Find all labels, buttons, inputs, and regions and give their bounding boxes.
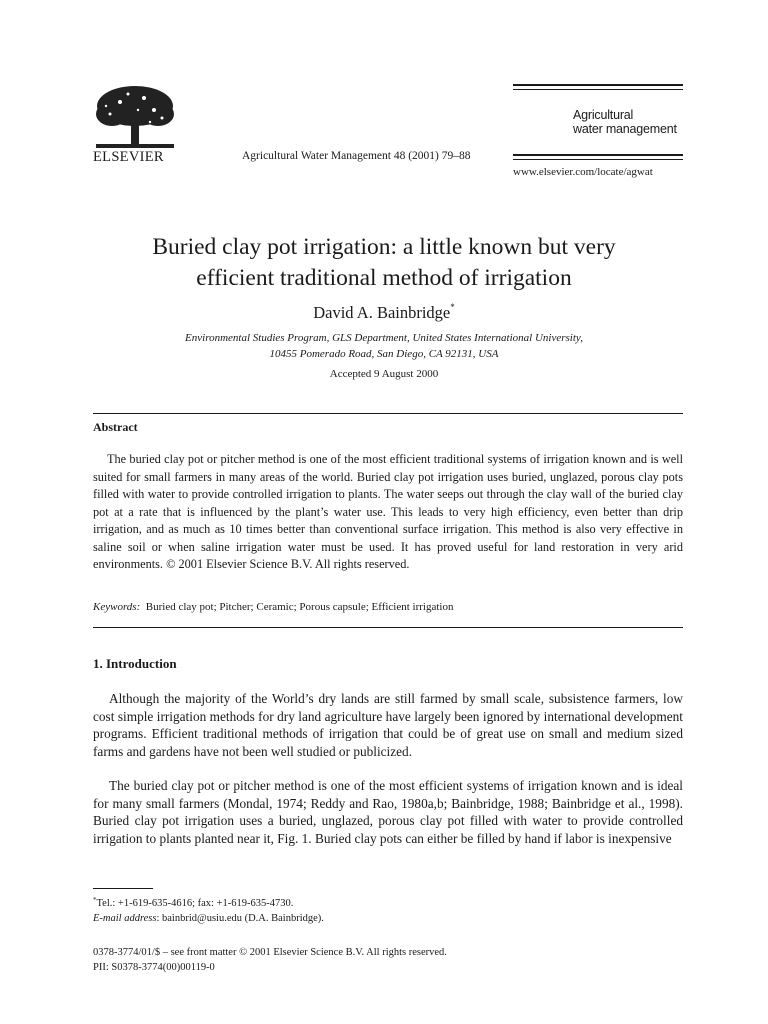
affiliation-line1: Environmental Studies Program, GLS Department, United States International University, [185,332,583,344]
affiliation-line2: 10455 Pomerado Road, San Diego, CA 92131, USA [269,347,499,360]
journal-url[interactable]: www.elsevier.com/locate/agwat [513,166,653,178]
footnote-tel [93,893,324,911]
keywords-list: Buried clay pot; Pitcher; Ceramic; Porous capsule; Efficient irrigation [145,601,454,613]
publisher-name: ELSEVIER [93,149,164,165]
footnote-email [93,911,324,926]
article-title-line2: efficient traditional method of irrigation [196,265,572,291]
intro-paragraph-2: The buried clay pot or pitcher method is one of the most efficient systems of irrigation known and is ideal for many small farmers (Mondal, 1974; Reddy and Rao, 1980a,b; Bainbridge, 1988; Bainbridge et al., 1998). Buried clay pot irrigation uses a buried, unglazed, porous clay pot filled with water to provide controlled irrigation to plants planted near it, Fig. 1. Buried clay pots can either be filled by hand if labor is inexpensive [93,778,683,846]
header-rule-bottom-thin [513,159,683,160]
front-matter-pii: PII: S0378-3774(00)00119-0 [93,962,215,973]
abstract-rule-bottom [93,627,683,628]
footnote-rule [93,888,153,889]
author [0,302,768,323]
affiliation [0,331,768,362]
footnote-email-text[interactable]: : bainbrid@usiu.edu (D.A. Bainbridge). [156,913,324,924]
front-matter-issn: 0378-3774/01/$ – see front matter © 2001 Elsevier Science B.V. All rights reserved. [93,947,447,958]
abstract-heading: Abstract [93,420,138,434]
author-name: David A. Bainbridge [313,303,451,322]
elsevier-tree-logo [92,84,178,150]
accepted-date: Accepted 9 August 2000 [329,368,439,380]
author-footnote-mark[interactable]: * [450,302,455,312]
article-title-line1: Buried clay pot irrigation: a little known but very [152,234,616,260]
keywords [93,601,453,613]
abstract-rule-top [93,413,683,414]
intro-paragraph-1: Although the majority of the World’s dry lands are still farmed by small scale, subsistence farmers, low cost simple irrigation methods for dry land agriculture have largely been ignored by international development programs. Efficient traditional methods of irrigation that could be of great use on small and medium sized farms and gardens have not been well studied or publicized. [93,691,683,759]
journal-brand-line1: Agricultural [573,108,634,122]
header-rule-top [513,84,683,86]
front-matter [93,945,447,975]
author-footnote [93,893,324,926]
section-heading-introduction: 1. Introduction [93,656,177,671]
footnote-mark: * [93,896,97,904]
abstract-text: The buried clay pot or pitcher method is one of the most efficient traditional systems of irrigation known and is well suited for small farmers in many areas of the world. Buried clay pot irrigation uses buried, unglazed, porous clay pots filled with water to provide controlled irrigation to plants. The water seeps out through the clay wall of the buried clay pot at a rate that is influenced by the plant’s water use. This leads to very high efficiency, even better than drip irrigation, and as much as 10 times better than conventional surface irrigation. This method is also very effective in saline soil or when saline irrigation water must be used. It has proved useful for land restoration in very arid environments. © 2001 Elsevier Science B.V. All rights reserved. [93,452,683,571]
footnote-tel-text: Tel.: +1-619-635-4616; fax: +1-619-635-4730. [96,898,294,909]
article-title [0,232,768,294]
header-rule-top-thin [513,89,683,90]
journal-brand-line2: water management [573,122,677,136]
footnote-email-label: E-mail address [93,913,157,924]
journal-brand [573,108,677,136]
header-rule-bottom [513,154,683,156]
journal-citation: Agricultural Water Management 48 (2001) 79–88 [242,150,471,162]
keywords-label: Keywords: [93,601,141,613]
